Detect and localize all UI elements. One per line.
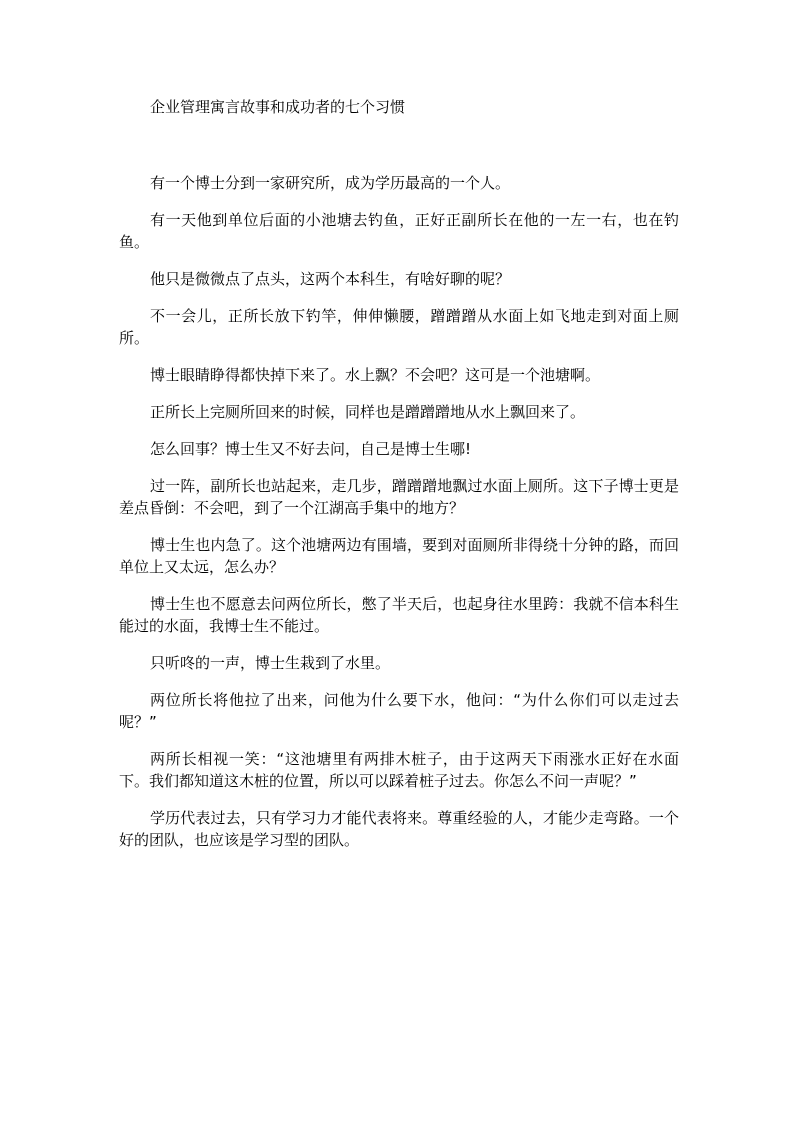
paragraph: 怎么回事？博士生又不好去问，自己是博士生哪! (150, 440, 472, 458)
paragraph: 有一天他到单位后面的小池塘去钓鱼，正好正副所长在他的一左一右，也在钓鱼。 (119, 211, 679, 251)
paragraph: 博士生也不愿意去问两位所长，憋了半天后，也起身往水里跨：我就不信本科生能过的水面，我博士生不能过。 (119, 595, 679, 635)
paragraph: 两所长相视一笑：“这池塘里有两排木桩子，由于这两天下雨涨水正好在水面下。我们都知道这木桩的位置，所以可以踩着桩子过去。你怎么不问一声呢？” (119, 750, 679, 790)
paragraph: 不一会儿，正所长放下钓竿，伸伸懒腰，蹭蹭蹭从水面上如飞地走到对面上厕所。 (119, 307, 679, 347)
document-title: 企业管理寓言故事和成功者的七个习惯 (150, 98, 406, 116)
paragraph: 博士眼睛睁得都快掉下来了。水上飘？不会吧？这可是一个池塘啊。 (150, 366, 601, 384)
paragraph: 有一个博士分到一家研究所，成为学历最高的一个人。 (150, 174, 511, 192)
document-body (119, 172, 679, 866)
paragraph: 学历代表过去，只有学习力才能代表将来。尊重经验的人，才能少走弯路。一个好的团队，也应该是学习型的团队。 (119, 809, 679, 849)
paragraph: 博士生也内急了。这个池塘两边有围墙，要到对面厕所非得绕十分钟的路，而回单位上又太远，怎么办？ (119, 536, 679, 576)
paragraph: 两位所长将他拉了出来，问他为什么要下水，他问：“为什么你们可以走过去呢？” (119, 691, 679, 731)
paragraph: 过一阵，副所长也站起来，走几步，蹭蹭蹭地飘过水面上厕所。这下子博士更是差点昏倒：不会吧，到了一个江湖高手集中的地方？ (119, 477, 679, 517)
paragraph: 他只是微微点了点头，这两个本科生，有啥好聊的呢？ (150, 270, 511, 288)
paragraph: 只听咚的一声，博士生栽到了水里。 (150, 654, 391, 672)
paragraph: 正所长上完厕所回来的时候，同样也是蹭蹭蹭地从水上飘回来了。 (150, 403, 586, 421)
